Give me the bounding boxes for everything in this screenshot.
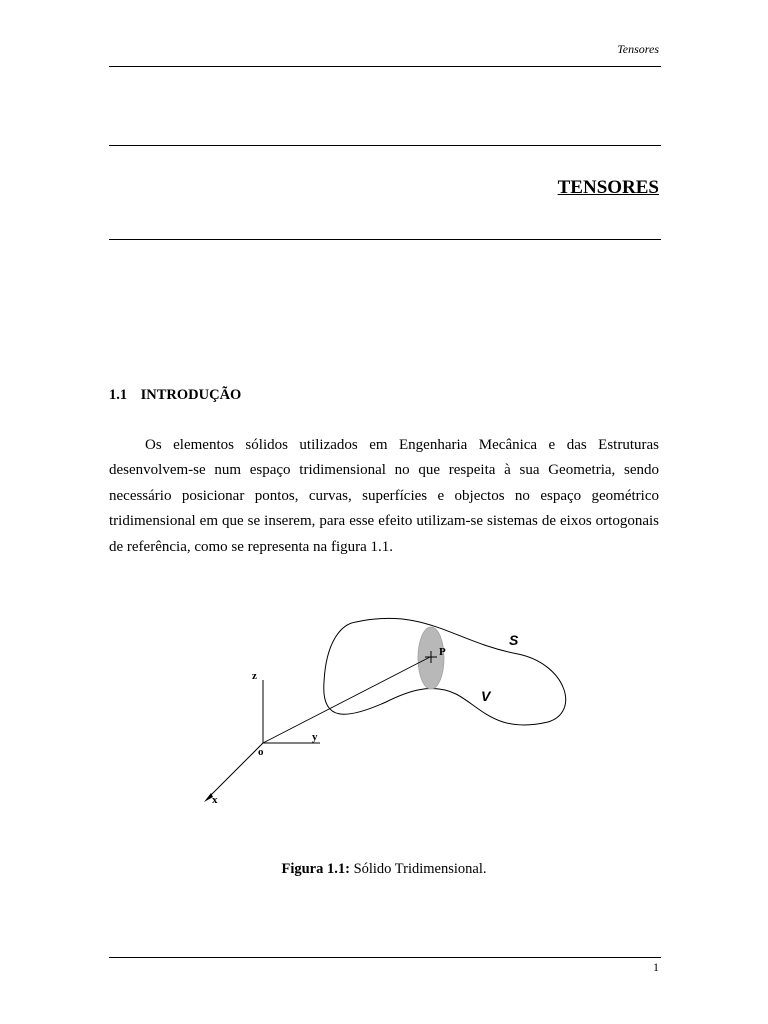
- chapter-title: TENSORES: [557, 177, 659, 198]
- label-origin: o: [258, 746, 264, 758]
- figure-caption: [0, 861, 768, 878]
- label-point: P: [439, 646, 446, 658]
- page-number: 1: [653, 960, 659, 974]
- title-top-rule: [109, 145, 661, 146]
- label-surface: S: [509, 632, 519, 648]
- caption-label: Figura 1.1:: [281, 861, 350, 877]
- footer-rule: [109, 957, 661, 958]
- label-axis-y: y: [312, 731, 318, 743]
- label-volume: V: [481, 688, 491, 704]
- label-axis-x: x: [212, 794, 218, 806]
- solid-figure: [196, 612, 576, 812]
- running-head: Tensores: [617, 42, 659, 56]
- x-axis: [208, 743, 263, 798]
- label-axis-z: z: [252, 670, 257, 682]
- intro-paragraph: Os elementos sólidos utilizados em Engenharia Mecânica e das Estruturas desenvolvem-se num espaço tridimensional no que respeita à sua Geometria, sendo necessário posicionar pontos, curvas, superfícies e objectos no espaço geométrico tridimensional em que se inserem, para esse efeito utilizam-se sistemas de eixos ortogonais de referência, como se representa na figura 1.1.: [109, 437, 659, 555]
- solid-outline: [324, 618, 566, 725]
- section-title: INTRODUÇÃO: [140, 387, 242, 403]
- title-bottom-rule: [109, 239, 661, 240]
- position-vector: [263, 657, 430, 743]
- caption-text: Sólido Tridimensional.: [353, 861, 487, 877]
- section-heading: [109, 387, 241, 404]
- section-number: 1.1: [109, 387, 128, 403]
- header-rule: [109, 66, 661, 67]
